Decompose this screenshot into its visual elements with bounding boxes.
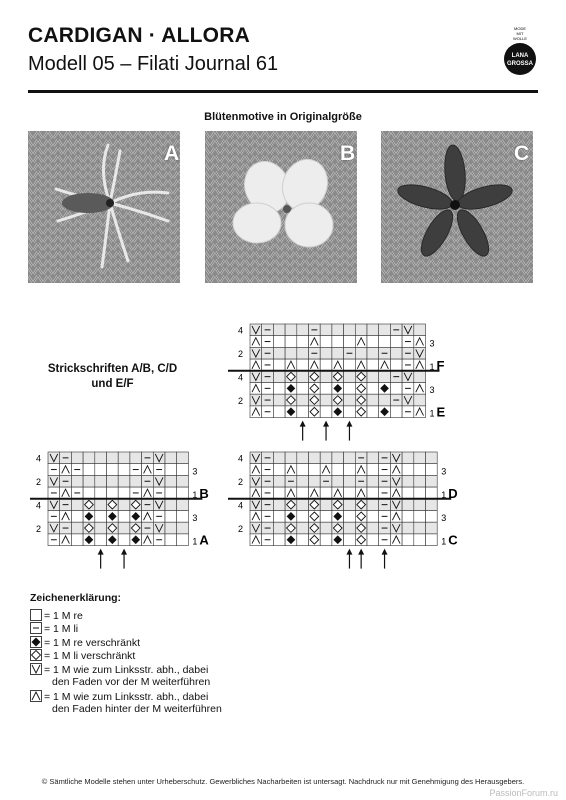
chart-cell — [273, 394, 285, 406]
chart-cell — [367, 534, 379, 546]
chart-cell — [285, 336, 297, 348]
row-number-left: 4 — [238, 500, 244, 511]
row-number-right: 3 — [192, 513, 198, 524]
knitting-chart-ab — [28, 448, 218, 576]
chart-cell — [273, 499, 285, 511]
copyright-footer: © Sämtliche Modelle stehen unter Urheberschutz. Gewerbliches Nacharbeiten ist untersagt. Nachdruck nur mit Genehmigung des Herausgebers. — [41, 777, 525, 786]
chart-cell — [320, 359, 332, 371]
legend-item — [30, 622, 222, 636]
chart-cell — [297, 534, 309, 546]
chart-cell — [344, 324, 356, 336]
row-number-left: 2 — [238, 523, 244, 534]
chart-cell — [71, 499, 83, 511]
legend-symbol-v-icon — [30, 663, 42, 675]
charts-label-line1: Strickschriften A/B, C/D — [47, 363, 178, 375]
row-number-right: 1 — [192, 536, 198, 547]
chart-cell — [83, 452, 95, 464]
chart-cell — [355, 324, 367, 336]
chart-cell — [344, 359, 356, 371]
chart-letter-bottom: E — [436, 404, 446, 420]
chart-cell — [297, 347, 309, 359]
chart-cell — [426, 452, 438, 464]
chart-cell — [414, 371, 426, 383]
row-number-left: 2 — [238, 395, 244, 406]
row-number-left: 2 — [36, 477, 42, 488]
chart-cell — [426, 499, 438, 511]
chart-cell — [390, 347, 402, 359]
chart-cell — [297, 336, 309, 348]
chart-cell — [130, 452, 142, 464]
chart-cell — [273, 336, 285, 348]
chart-cell — [426, 475, 438, 487]
row-number-left: 2 — [238, 349, 244, 360]
chart-cell — [118, 511, 130, 523]
chart-cell — [320, 522, 332, 534]
chart-cell — [71, 452, 83, 464]
chart-cell — [165, 522, 177, 534]
chart-cell — [367, 475, 379, 487]
chart-cell — [379, 336, 391, 348]
chart-cell — [71, 522, 83, 534]
chart-cell — [320, 534, 332, 546]
legend-symbol-diamond-filled-icon — [30, 636, 42, 648]
arrow-head — [346, 549, 352, 555]
chart-cell — [426, 511, 438, 523]
chart-cell — [320, 324, 332, 336]
chart-cell — [273, 464, 285, 476]
chart-cell — [285, 324, 297, 336]
chart-cell — [367, 499, 379, 511]
svg-text:MIT: MIT — [516, 31, 524, 36]
legend-text: = 1 M li — [44, 623, 79, 635]
chart-cell — [344, 499, 356, 511]
legend-text: = 1 M wie zum Linksstr. abh., dabei — [44, 663, 209, 676]
arrow-head — [98, 549, 104, 555]
chart-cell — [118, 452, 130, 464]
chart-cell — [320, 406, 332, 418]
chart-cell — [297, 452, 309, 464]
row-number-right: 3 — [441, 466, 447, 477]
chart-cell — [402, 534, 414, 546]
chart-letter-top: D — [448, 485, 458, 501]
chart-cell — [367, 371, 379, 383]
chart-cell — [83, 487, 95, 499]
chart-cell — [118, 475, 130, 487]
chart-cell — [273, 359, 285, 371]
chart-cell — [297, 371, 309, 383]
chart-cell — [344, 511, 356, 523]
charts-label-line2: und E/F — [91, 378, 134, 390]
legend-text: = 1 M re verschränkt — [44, 636, 140, 649]
chart-cell — [367, 394, 379, 406]
chart-letter-bottom: C — [448, 532, 458, 548]
chart-cell — [165, 452, 177, 464]
chart-cell — [367, 347, 379, 359]
legend-heading: Zeichenerklärung: — [30, 592, 122, 604]
chart-cell — [71, 534, 83, 546]
chart-cell — [320, 487, 332, 499]
chart-cell — [367, 383, 379, 395]
flower-photo-a — [28, 131, 180, 283]
chart-cell — [273, 534, 285, 546]
chart-cell — [402, 464, 414, 476]
chart-cell — [297, 511, 309, 523]
chart-cell — [177, 511, 189, 523]
row-number-right: 3 — [429, 338, 435, 349]
chart-cell — [344, 394, 356, 406]
chart-cell — [177, 487, 189, 499]
chart-cell — [297, 324, 309, 336]
chart-cell — [332, 475, 344, 487]
chart-cell — [367, 522, 379, 534]
row-number-left: 2 — [36, 523, 42, 534]
chart-cell — [367, 452, 379, 464]
chart-cell — [344, 475, 356, 487]
legend-text: = 1 M li verschränkt — [44, 650, 136, 662]
lana-grossa-logo — [500, 24, 540, 78]
chart-cell — [344, 452, 356, 464]
chart-cell — [95, 487, 107, 499]
svg-text:LANA: LANA — [511, 53, 529, 59]
chart-cell — [165, 534, 177, 546]
chart-cell — [95, 475, 107, 487]
legend-text-continued: den Faden vor der M weiterführen — [52, 676, 211, 688]
chart-cell — [344, 464, 356, 476]
chart-cell — [402, 499, 414, 511]
chart-cell — [355, 347, 367, 359]
row-number-right: 1 — [429, 408, 435, 419]
chart-cell — [320, 336, 332, 348]
chart-cell — [344, 383, 356, 395]
knitting-chart-cd — [226, 448, 476, 576]
chart-cell — [332, 464, 344, 476]
chart-cell — [107, 475, 119, 487]
legend-item — [30, 663, 222, 677]
chart-cell — [177, 499, 189, 511]
chart-cell — [297, 383, 309, 395]
charts-label — [35, 362, 190, 392]
chart-cell — [83, 475, 95, 487]
chart-cell — [344, 534, 356, 546]
chart-cell — [320, 499, 332, 511]
photos-heading: Blütenmotive in Originalgröße — [204, 111, 362, 123]
chart-cell — [402, 522, 414, 534]
chart-cell — [297, 394, 309, 406]
row-number-right: 1 — [192, 489, 198, 500]
row-number-right: 1 — [441, 536, 447, 547]
photo-letter-c: C — [514, 142, 530, 165]
chart-cell — [320, 452, 332, 464]
chart-cell — [426, 522, 438, 534]
legend — [30, 592, 222, 717]
photo-letter-a: A — [164, 142, 180, 165]
chart-cell — [273, 475, 285, 487]
arrow-head — [382, 549, 388, 555]
svg-text:GROSSA: GROSSA — [506, 61, 534, 67]
chart-cell — [402, 511, 414, 523]
chart-letter-bottom: A — [199, 532, 209, 548]
chart-cell — [367, 487, 379, 499]
chart-cell — [390, 359, 402, 371]
chart-cell — [165, 475, 177, 487]
chart-cell — [71, 511, 83, 523]
knitting-chart-ef — [226, 322, 476, 462]
chart-cell — [273, 371, 285, 383]
chart-cell — [95, 534, 107, 546]
chart-cell — [379, 371, 391, 383]
chart-cell — [367, 511, 379, 523]
chart-cell — [390, 336, 402, 348]
chart-cell — [285, 452, 297, 464]
chart-cell — [414, 511, 426, 523]
chart-cell — [165, 511, 177, 523]
chart-cell — [297, 464, 309, 476]
chart-cell — [414, 394, 426, 406]
chart-cell — [165, 499, 177, 511]
chart-cell — [414, 487, 426, 499]
chart-cell — [118, 534, 130, 546]
chart-cell — [297, 487, 309, 499]
chart-cell — [177, 464, 189, 476]
watermark: PassionForum.ru — [489, 788, 558, 798]
chart-cell — [367, 464, 379, 476]
arrow-head — [358, 549, 364, 555]
legend-symbol-caret-icon — [30, 690, 42, 702]
chart-cell — [320, 394, 332, 406]
chart-letter-top: B — [199, 485, 209, 501]
chart-cell — [95, 499, 107, 511]
arrow-head — [323, 421, 329, 427]
chart-cell — [107, 452, 119, 464]
photo-letter-b: B — [340, 142, 356, 165]
svg-text:WOLLE: WOLLE — [512, 36, 528, 41]
chart-cell — [273, 487, 285, 499]
header-rule — [28, 90, 538, 93]
row-number-right: 3 — [441, 513, 447, 524]
chart-cell — [273, 511, 285, 523]
chart-cell — [320, 383, 332, 395]
chart-cell — [130, 475, 142, 487]
chart-cell — [107, 464, 119, 476]
arrow-head — [300, 421, 306, 427]
row-number-left: 4 — [36, 500, 42, 511]
chart-cell — [95, 452, 107, 464]
chart-cell — [95, 464, 107, 476]
chart-cell — [402, 452, 414, 464]
chart-cell — [367, 324, 379, 336]
chart-cell — [367, 359, 379, 371]
chart-cell — [332, 336, 344, 348]
chart-cell — [273, 522, 285, 534]
chart-cell — [426, 534, 438, 546]
chart-cell — [414, 324, 426, 336]
chart-cell — [297, 499, 309, 511]
chart-cell — [414, 522, 426, 534]
svg-text:MODE: MODE — [514, 26, 526, 31]
chart-cell — [177, 534, 189, 546]
chart-cell — [332, 347, 344, 359]
chart-cell — [402, 487, 414, 499]
chart-cell — [426, 487, 438, 499]
chart-cell — [273, 452, 285, 464]
chart-cell — [344, 371, 356, 383]
legend-item — [30, 636, 222, 650]
row-number-left: 4 — [238, 325, 244, 336]
flower-photo-c — [381, 131, 533, 283]
chart-cell — [165, 464, 177, 476]
chart-cell — [414, 464, 426, 476]
row-number-left: 4 — [238, 453, 244, 464]
chart-cell — [95, 511, 107, 523]
chart-cell — [177, 522, 189, 534]
chart-cell — [309, 452, 321, 464]
row-number-right: 1 — [429, 361, 435, 372]
arrow-head — [346, 421, 352, 427]
chart-cell — [83, 464, 95, 476]
chart-cell — [344, 406, 356, 418]
chart-cell — [379, 324, 391, 336]
chart-cell — [285, 347, 297, 359]
legend-symbol-dash-icon — [30, 622, 42, 634]
row-number-right: 1 — [441, 489, 447, 500]
chart-cell — [177, 452, 189, 464]
chart-cell — [390, 383, 402, 395]
legend-item — [30, 609, 222, 623]
chart-cell — [332, 452, 344, 464]
chart-cell — [332, 324, 344, 336]
chart-cell — [273, 383, 285, 395]
chart-letter-top: F — [436, 357, 445, 373]
chart-cell — [344, 522, 356, 534]
arrow-head — [121, 549, 127, 555]
chart-cell — [390, 406, 402, 418]
chart-cell — [95, 522, 107, 534]
chart-cell — [320, 371, 332, 383]
chart-cell — [379, 394, 391, 406]
chart-cell — [426, 464, 438, 476]
page-subtitle: Modell 05 – Filati Journal 61 — [28, 53, 279, 75]
legend-symbol-diamond-open-icon — [30, 649, 42, 661]
chart-cell — [367, 406, 379, 418]
chart-cell — [118, 464, 130, 476]
chart-cell — [118, 522, 130, 534]
chart-cell — [367, 336, 379, 348]
row-number-right: 3 — [192, 466, 198, 477]
chart-cell — [273, 347, 285, 359]
chart-cell — [177, 475, 189, 487]
chart-cell — [320, 511, 332, 523]
chart-cell — [165, 487, 177, 499]
chart-cell — [320, 347, 332, 359]
legend-text-continued: den Faden hinter der M weiterführen — [52, 703, 222, 715]
chart-cell — [414, 452, 426, 464]
chart-cell — [344, 336, 356, 348]
legend-text: = 1 M wie zum Linksstr. abh., dabei — [44, 690, 209, 703]
chart-cell — [71, 475, 83, 487]
chart-cell — [297, 406, 309, 418]
row-number-left: 4 — [36, 453, 42, 464]
chart-cell — [273, 324, 285, 336]
chart-cell — [309, 475, 321, 487]
row-number-right: 3 — [429, 385, 435, 396]
chart-cell — [402, 475, 414, 487]
chart-cell — [414, 499, 426, 511]
chart-cell — [297, 522, 309, 534]
chart-cell — [414, 475, 426, 487]
legend-item — [30, 649, 222, 663]
legend-symbol-empty-icon — [30, 609, 42, 621]
chart-cell — [118, 487, 130, 499]
chart-cell — [118, 499, 130, 511]
chart-cell — [107, 487, 119, 499]
chart-cell — [344, 487, 356, 499]
chart-cell — [297, 475, 309, 487]
chart-cell — [414, 534, 426, 546]
chart-cell — [297, 359, 309, 371]
row-number-left: 4 — [238, 372, 244, 383]
chart-cell — [309, 464, 321, 476]
chart-cell — [273, 406, 285, 418]
legend-text: = 1 M re — [44, 609, 83, 622]
row-number-left: 2 — [238, 477, 244, 488]
page-title: CARDIGAN · ALLORA — [28, 24, 250, 47]
legend-item — [30, 690, 222, 704]
flower-photo-b — [205, 131, 357, 283]
